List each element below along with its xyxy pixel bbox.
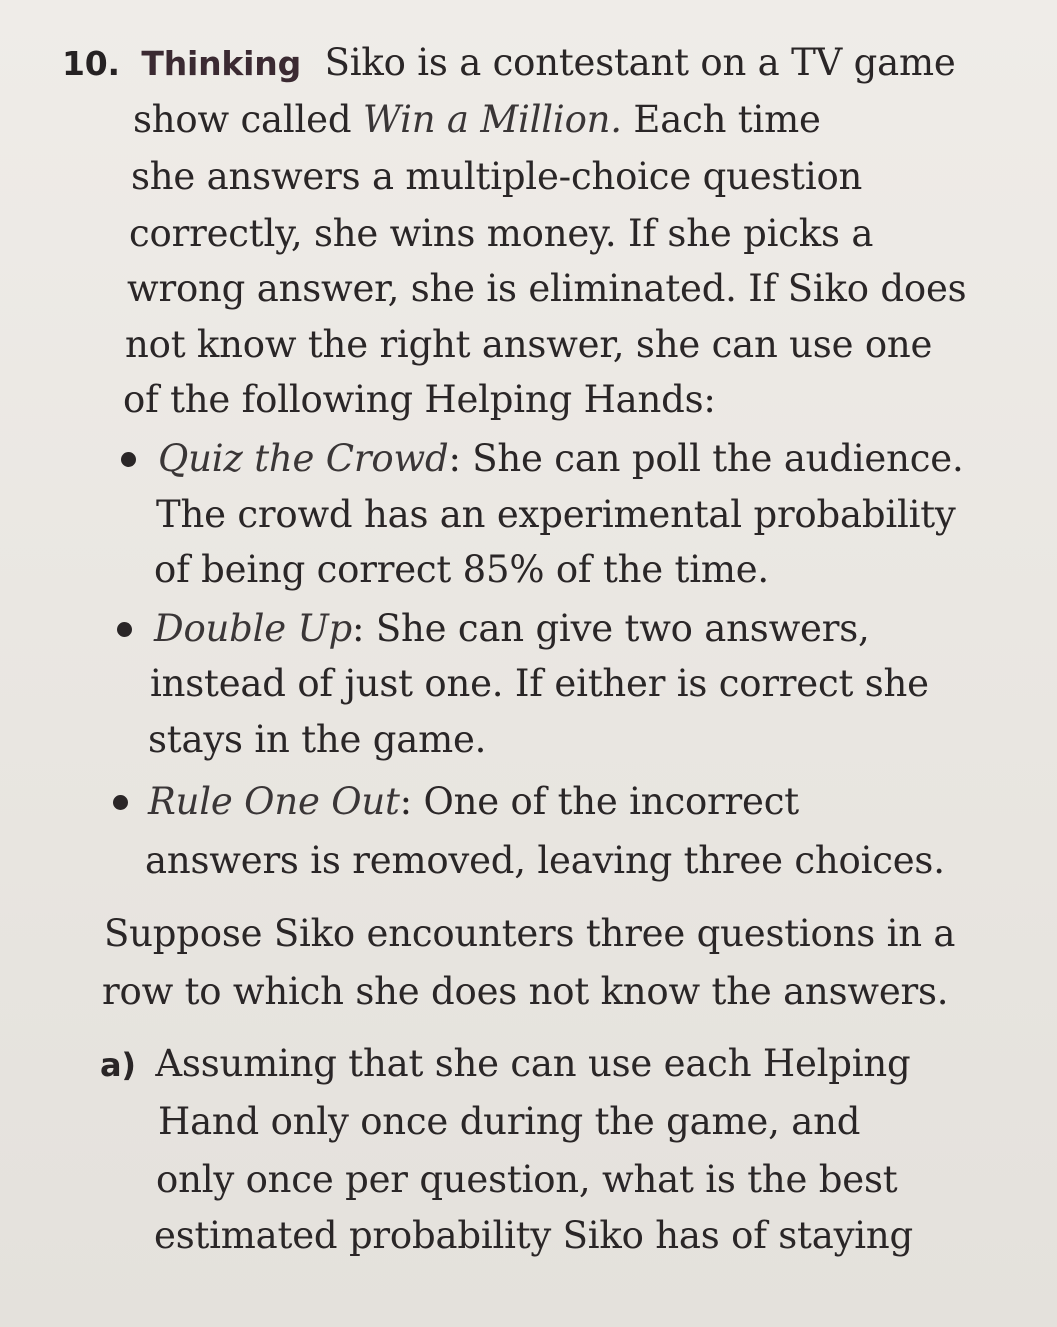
part-a-label: a)	[100, 1046, 136, 1084]
bullet-2-line-1: Double Up: She can give two answers,	[154, 607, 870, 650]
intro-line-1: Siko is a contestant on a TV game	[324, 41, 956, 84]
bullet-1-line-2: The crowd has an experimental probability	[156, 493, 956, 536]
problem-number: 10.	[62, 44, 120, 83]
bullet-1-line-3: of being correct 85% of the time.	[154, 548, 769, 591]
bullet-1-line-1: Quiz the Crowd: She can poll the audience.	[158, 437, 964, 480]
bullet-2-name: Double Up	[154, 607, 353, 650]
suppose-line-2: row to which she does not know the answers.	[102, 970, 949, 1013]
bullet-1-name: Quiz the Crowd	[158, 437, 449, 480]
intro-line-7: of the following Helping Hands:	[123, 378, 716, 421]
bullet-3-name: Rule One Out	[148, 780, 400, 823]
bullet-2-line-2: instead of just one. If either is correct she	[150, 662, 929, 705]
intro-line-5: wrong answer, she is eliminated. If Siko does	[127, 267, 967, 310]
bullet-3-line-1: Rule One Out: One of the incorrect	[148, 780, 799, 823]
bullet-dot-1	[121, 452, 136, 467]
part-a-line-2: Hand only once during the game, and	[158, 1100, 861, 1143]
suppose-line-1: Suppose Siko encounters three questions in a	[104, 912, 956, 955]
bullet-dot-3	[113, 795, 128, 810]
intro-line-2: show called Win a Million. Each time	[133, 98, 821, 141]
part-a-line-1: a) Assuming that she can use each Helping	[100, 1042, 911, 1085]
problem-header-line	[62, 41, 956, 84]
intro-line-6: not know the right answer, she can use one	[125, 323, 933, 366]
bullet-3-line-2: answers is removed, leaving three choices.	[145, 839, 945, 882]
intro-line-3: she answers a multiple-choice question	[131, 155, 863, 198]
bullet-dot-2	[117, 622, 132, 637]
problem-label: Thinking	[141, 44, 302, 83]
bullet-2-line-3: stays in the game.	[148, 718, 487, 761]
intro-line-4: correctly, she wins money. If she picks a	[129, 212, 874, 255]
part-a-line-3: only once per question, what is the best	[156, 1158, 898, 1201]
part-a-line-4: estimated probability Siko has of staying	[154, 1214, 914, 1257]
show-title: Win a Million.	[362, 98, 622, 141]
